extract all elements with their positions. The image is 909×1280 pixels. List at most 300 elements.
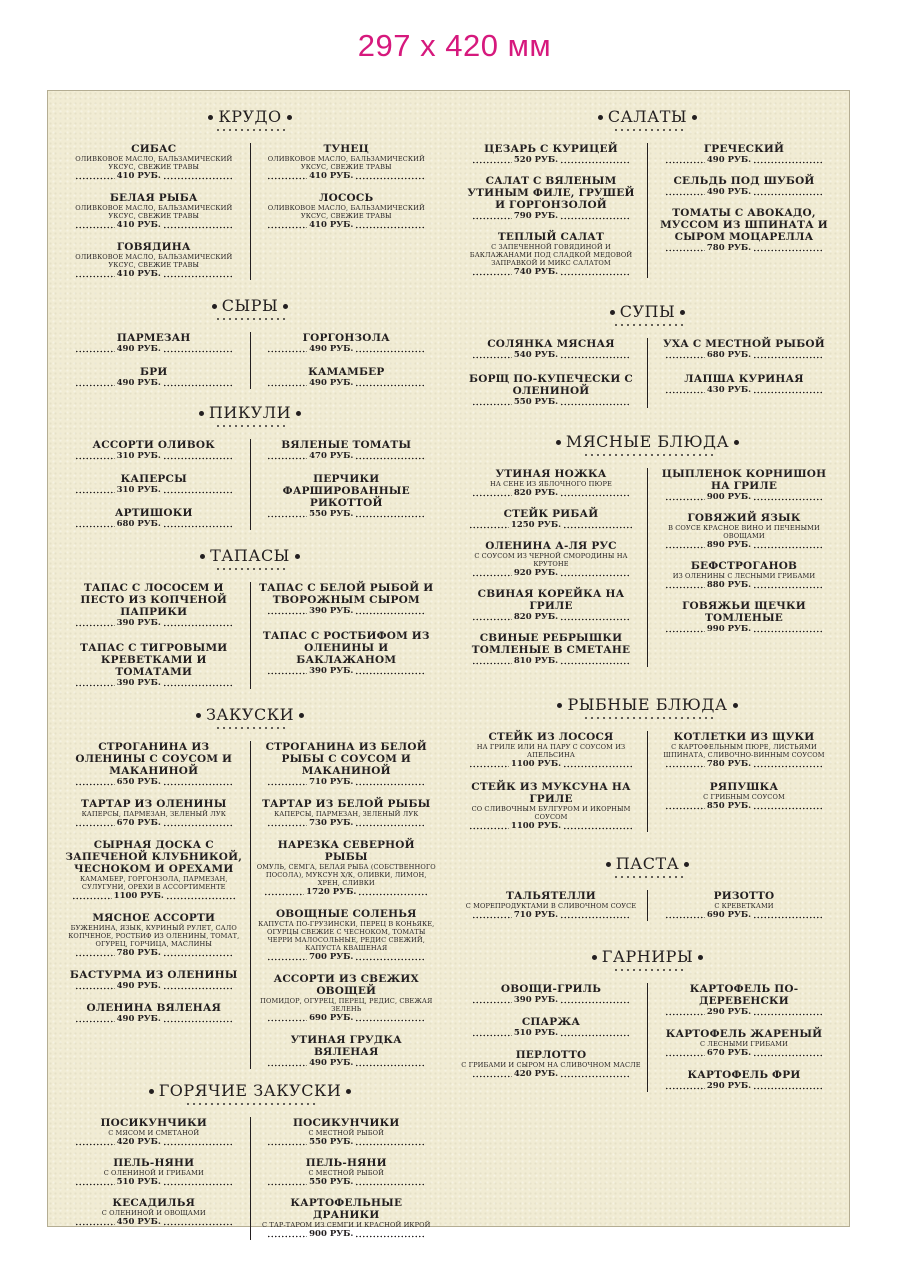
menu-item-price: 510 РУБ.	[513, 1028, 559, 1038]
menu-item-price-row	[461, 488, 641, 499]
menu-item-price: 690 РУБ.	[309, 1013, 354, 1023]
menu-item-price-row	[461, 211, 641, 222]
menu-item	[58, 912, 250, 959]
menu-item-price-row	[64, 269, 244, 280]
menu-item-price: 490 РУБ.	[116, 1014, 161, 1024]
menu-item-price: 820 РУБ.	[513, 488, 559, 498]
section-items	[58, 1117, 442, 1240]
menu-item-price: 450 РУБ.	[116, 1217, 161, 1227]
item-column	[251, 582, 443, 689]
menu-item-name: СОЛЯНКА МЯСНАЯ	[487, 338, 615, 350]
section-dots-ornament	[613, 968, 683, 972]
menu-item	[58, 839, 250, 902]
menu-item-price: 420 РУБ.	[513, 1069, 559, 1079]
menu-item-price: 290 РУБ.	[706, 1007, 752, 1017]
menu-item-description: ОЛИВКОВОЕ МАСЛО, БАЛЬЗАМИЧЕСКИЙ УКСУС, СВЕЖИЕ ТРАВЫ	[75, 204, 233, 220]
menu-item-description: С МЕСТНОЙ РЫБОЙ	[308, 1129, 385, 1137]
menu-item-name: ТАПАС С ТИГРОВЫМИ КРЕВЕТКАМИ И ТОМАТАМИ	[80, 642, 228, 678]
menu-item-name: ГРЕЧЕСКИЙ	[703, 143, 785, 155]
section-dots-ornament	[613, 128, 683, 132]
section-dots-ornament	[215, 424, 285, 428]
menu-item-price: 850 РУБ.	[706, 801, 752, 811]
menu-item	[251, 1197, 443, 1240]
menu-section	[58, 107, 442, 280]
menu-item-price: 550 РУБ.	[309, 509, 354, 519]
menu-item-name: СВИНАЯ КОРЕЙКА НА ГРИЛЕ	[477, 588, 625, 612]
menu-item-price-row	[64, 1014, 244, 1025]
menu-item-price: 1250 РУБ.	[510, 520, 562, 530]
menu-item-name: ЦЕЗАРЬ С КУРИЦЕЙ	[484, 143, 618, 155]
menu-item-price-row	[64, 344, 244, 355]
menu-item-price-row	[654, 187, 834, 198]
menu-item-price-row	[654, 624, 834, 635]
menu-item-name: КАПЕРСЫ	[120, 473, 187, 485]
section-items	[455, 338, 840, 408]
menu-item-price: 1100 РУБ.	[113, 891, 164, 901]
menu-item-name: ОВОЩНЫЕ СОЛЕНЬЯ	[275, 908, 417, 920]
menu-item-price: 1720 РУБ.	[306, 887, 357, 897]
section-title: ЗАКУСКИ	[196, 706, 304, 724]
menu-item-description: ИЗ ОЛЕНИНЫ С ЛЕСНЫМИ ГРИБАМИ	[672, 572, 816, 580]
menu-item	[455, 632, 647, 667]
section-items	[58, 582, 442, 689]
section-title: САЛАТЫ	[598, 108, 697, 126]
item-column	[58, 332, 250, 389]
menu-item	[455, 231, 647, 278]
menu-item	[251, 630, 443, 677]
menu-item-description: С ЗАПЕЧЕННОЙ ГОВЯДИНОЙ И БАКЛАЖАНАМИ ПОД СЛАДКОЙ МЕДОВОЙ ЗАПРАВКОЙ И МИКС САЛАТОМ	[469, 243, 633, 267]
menu-item-price-row	[654, 385, 834, 396]
section-dots-ornament	[613, 323, 683, 327]
menu-item-price: 310 РУБ.	[116, 451, 161, 461]
section-header	[455, 107, 840, 133]
menu-item-name: ТАЛЬЯТЕЛЛИ	[506, 890, 596, 902]
menu-item	[455, 731, 647, 770]
menu-item	[251, 332, 443, 355]
menu-item-price: 780 РУБ.	[706, 243, 752, 253]
menu-item	[648, 731, 840, 770]
menu-item-price-row	[461, 1028, 641, 1039]
menu-item-price: 670 РУБ.	[706, 1048, 752, 1058]
menu-item-name: ПОСИКУНЧИКИ	[292, 1117, 400, 1129]
menu-item-description: С СОУСОМ ИЗ ЧЕРНОЙ СМОРОДИНЫ НА КРУТОНЕ	[474, 552, 628, 568]
menu-item-description: КАПУСТА ПО-ГРУЗИНСКИ, ПЕРЕЦ В КОНЬЯКЕ, ОГУРЦЫ СВЕЖИЕ С ЧЕСНОКОМ, ТОМАТЫ ЧЕРРИ МАЛОСОЛЬНЫЕ, РЕДИС СВЕЖИЙ, КАПУСТА КВАШЕНАЯ	[258, 920, 435, 952]
menu-item-price: 490 РУБ.	[706, 155, 752, 165]
menu-item-price: 710 РУБ.	[309, 777, 354, 787]
menu-item-name: ТЕПЛЫЙ САЛАТ	[497, 231, 605, 243]
menu-item-name: ГОВЯДИНА	[116, 241, 191, 253]
menu-item	[455, 338, 647, 361]
section-header	[455, 302, 840, 328]
menu-item-name: ПЕРЧИКИ ФАРШИРОВАННЫЕ РИКОТТОЙ	[282, 473, 410, 509]
menu-item	[648, 983, 840, 1018]
menu-item	[648, 468, 840, 503]
menu-item	[251, 192, 443, 231]
menu-item-price: 490 РУБ.	[309, 344, 354, 354]
menu-item-price: 730 РУБ.	[309, 818, 354, 828]
menu-item-price-row	[654, 492, 834, 503]
menu-item-name: СИБАС	[131, 143, 177, 155]
section-header	[58, 296, 442, 322]
menu-item-name: УТИНАЯ ГРУДКА ВЯЛЕНАЯ	[290, 1034, 402, 1058]
menu-section	[455, 107, 840, 278]
menu-item-price-row	[64, 378, 244, 389]
menu-item-name: ТАПАС С ЛОСОСЕМ И ПЕСТО ИЗ КОПЧЕНОЙ ПАПРИКИ	[80, 582, 228, 618]
menu-item	[648, 600, 840, 635]
item-column	[58, 582, 250, 689]
menu-item-price: 990 РУБ.	[706, 624, 752, 634]
menu-item-price-row	[257, 344, 437, 355]
item-column	[455, 338, 647, 408]
menu-item-price-row	[257, 1137, 437, 1148]
menu-section	[455, 947, 840, 1092]
menu-item	[58, 366, 250, 389]
menu-item-name: ПЕЛЬ-НЯНИ	[113, 1157, 195, 1169]
section-dots-ornament	[215, 317, 285, 321]
section-items	[455, 731, 840, 832]
menu-item-price: 490 РУБ.	[309, 1058, 354, 1068]
menu-item-price-row	[64, 171, 244, 182]
menu-item-name: СПАРЖА	[521, 1016, 581, 1028]
menu-item-price-row	[461, 656, 641, 667]
menu-item	[251, 1117, 443, 1148]
menu-section	[58, 296, 442, 389]
menu-item-price-row	[64, 948, 244, 959]
menu-item-price: 820 РУБ.	[513, 612, 559, 622]
item-column	[455, 890, 647, 921]
menu-item-price-row	[654, 580, 834, 591]
menu-item-description: С ТАР-ТАРОМ ИЗ СЕМГИ И КРАСНОЙ ИКРОЙ	[261, 1221, 431, 1229]
menu-item-price: 540 РУБ.	[513, 350, 559, 360]
menu-item-price-row	[64, 220, 244, 231]
menu-section	[58, 1081, 442, 1240]
section-title: ПАСТА	[606, 855, 690, 873]
menu-item-description: ОЛИВКОВОЕ МАСЛО, БАЛЬЗАМИЧЕСКИЙ УКСУС, СВЕЖИЕ ТРАВЫ	[267, 204, 425, 220]
section-items	[58, 741, 442, 1069]
section-header	[455, 854, 840, 880]
menu-item	[58, 1002, 250, 1025]
menu-section	[58, 546, 442, 689]
menu-item	[648, 338, 840, 361]
menu-item-price-row	[257, 220, 437, 231]
section-items	[455, 468, 840, 667]
menu-item-name: РЯПУШКА	[709, 781, 779, 793]
menu-item	[251, 1034, 443, 1069]
menu-item-price-row	[257, 818, 437, 829]
menu-item-price: 490 РУБ.	[309, 378, 354, 388]
menu-item	[648, 890, 840, 921]
item-column	[58, 439, 250, 530]
menu-item-description: С ГРИБАМИ И СЫРОМ НА СЛИВОЧНОМ МАСЛЕ	[461, 1061, 641, 1069]
menu-item-price-row	[64, 777, 244, 788]
item-column	[648, 143, 840, 278]
menu-item	[648, 373, 840, 396]
menu-item-price: 410 РУБ.	[116, 220, 161, 230]
menu-item-description: ОЛИВКОВОЕ МАСЛО, БАЛЬЗАМИЧЕСКИЙ УКСУС, СВЕЖИЕ ТРАВЫ	[75, 253, 233, 269]
menu-item	[648, 781, 840, 812]
menu-item-description: КАМАМБЕР, ГОРГОНЗОЛА, ПАРМЕЗАН, СУЛУГУНИ, ОРЕХИ В АССОРТИМЕНТЕ	[79, 875, 228, 891]
item-column	[648, 890, 840, 921]
menu-item-name: ПЕЛЬ-НЯНИ	[305, 1157, 387, 1169]
menu-item-description: ОЛИВКОВОЕ МАСЛО, БАЛЬЗАМИЧЕСКИЙ УКСУС, СВЕЖИЕ ТРАВЫ	[267, 155, 425, 171]
menu-item	[455, 1049, 647, 1080]
menu-item-price-row	[64, 1177, 244, 1188]
menu-item-description: С КАРТОФЕЛЬНЫМ ПЮРЕ, ЛИСТЬЯМИ ШПИНАТА, СЛИВОЧНО-ВИННЫМ СОУСОМ	[663, 743, 825, 759]
menu-item-name: КАРТОФЕЛЬ ПО-ДЕРЕВЕНСКИ	[689, 983, 799, 1007]
menu-column-left	[58, 107, 442, 1240]
menu-item-name: СЕЛЬДЬ ПОД ШУБОЙ	[673, 175, 815, 187]
menu-item-price: 1100 РУБ.	[510, 821, 562, 831]
menu-item-name: АРТИШОКИ	[114, 507, 193, 519]
menu-item-price: 810 РУБ.	[513, 656, 559, 666]
item-column	[251, 332, 443, 389]
menu-item-name: СТРОГАНИНА ИЗ БЕЛОЙ РЫБЫ С СОУСОМ И МАКАНИНОЙ	[265, 741, 427, 777]
menu-item-description: С ОЛЕНИНОЙ И ОВОЩАМИ	[101, 1209, 206, 1217]
menu-item	[58, 798, 250, 829]
menu-item-price-row	[654, 350, 834, 361]
menu-item-price: 410 РУБ.	[116, 269, 161, 279]
menu-item	[58, 241, 250, 280]
item-column	[58, 143, 250, 280]
menu-item-price: 490 РУБ.	[706, 187, 752, 197]
menu-item-price-row	[654, 910, 834, 921]
menu-item-name: СВИНЫЕ РЕБРЫШКИ ТОМЛЕНЫЕ В СМЕТАНЕ	[471, 632, 631, 656]
menu-item-name: ТАПАС С РОСТБИФОМ ИЗ ОЛЕНИНЫ И БАКЛАЖАНОМ	[262, 630, 430, 666]
menu-item-description: С ГРИБНЫМ СОУСОМ	[703, 793, 785, 801]
menu-item-price: 550 РУБ.	[309, 1177, 354, 1187]
menu-item-price-row	[654, 155, 834, 166]
item-column	[455, 731, 647, 832]
menu-item-price-row	[461, 155, 641, 166]
menu-item-price: 390 РУБ.	[309, 666, 354, 676]
menu-item-name: ЛОСОСЬ	[319, 192, 374, 204]
menu-item-name: АССОРТИ ИЗ СВЕЖИХ ОВОЩЕЙ	[273, 973, 419, 997]
menu-item-price-row	[257, 509, 437, 520]
menu-item	[251, 143, 443, 182]
menu-item	[58, 1157, 250, 1188]
menu-item-price-row	[654, 801, 834, 812]
menu-item-price: 780 РУБ.	[116, 948, 161, 958]
menu-item-description: С МЯСОМ И СМЕТАНОЙ	[108, 1129, 200, 1137]
menu-item-price: 510 РУБ.	[116, 1177, 161, 1187]
menu-item	[58, 332, 250, 355]
menu-item	[58, 143, 250, 182]
item-column	[648, 338, 840, 408]
menu-item	[455, 373, 647, 408]
item-column	[455, 468, 647, 667]
menu-item-price-row	[64, 1217, 244, 1228]
menu-item-price-row	[461, 995, 641, 1006]
menu-item	[251, 908, 443, 963]
item-column	[251, 741, 443, 1069]
menu-item	[58, 642, 250, 689]
menu-item	[455, 468, 647, 499]
menu-item-name: СТЕЙК ИЗ МУКСУНА НА ГРИЛЕ	[471, 781, 631, 805]
menu-item-name: САЛАТ С ВЯЛЕНЫМ УТИНЫМ ФИЛЕ, ГРУШЕЙ И ГОРГОНЗОЛОЙ	[467, 175, 635, 211]
menu-item-price: 680 РУБ.	[706, 350, 752, 360]
section-title: РЫБНЫЕ БЛЮДА	[557, 696, 737, 714]
menu-item	[58, 1197, 250, 1228]
menu-item-price: 420 РУБ.	[116, 1137, 161, 1147]
menu-item-price-row	[64, 618, 244, 629]
menu-item	[251, 973, 443, 1024]
menu-item	[648, 1028, 840, 1059]
menu-item-description: С ЛЕСНЫМИ ГРИБАМИ	[700, 1040, 788, 1048]
menu-item-price-row	[257, 1177, 437, 1188]
menu-item	[648, 175, 840, 198]
section-items	[58, 439, 442, 530]
menu-section	[455, 695, 840, 832]
menu-item-price: 490 РУБ.	[116, 378, 161, 388]
menu-item-price: 650 РУБ.	[116, 777, 161, 787]
menu-item-description: ПОМИДОР, ОГУРЕЦ, ПЕРЕЦ, РЕДИС, СВЕЖАЯ ЗЕЛЕНЬ	[260, 997, 433, 1013]
menu-item-price: 490 РУБ.	[116, 344, 161, 354]
menu-item-price-row	[257, 777, 437, 788]
section-items	[455, 143, 840, 278]
menu-item	[251, 582, 443, 617]
menu-item-price: 390 РУБ.	[513, 995, 559, 1005]
section-title: ПИКУЛИ	[199, 404, 301, 422]
menu-item	[251, 741, 443, 788]
menu-item-price-row	[654, 540, 834, 551]
menu-item-description: В СОУСЕ КРАСНОЕ ВИНО И ПЕЧЕНЫМИ ОВОЩАМИ	[668, 524, 820, 540]
menu-item-price-row	[64, 485, 244, 496]
menu-item-price-row	[64, 818, 244, 829]
menu-item-price-row	[257, 606, 437, 617]
menu-item-price: 550 РУБ.	[513, 397, 559, 407]
menu-item-price-row	[257, 171, 437, 182]
menu-item-description: С ОЛЕНИНОЙ И ГРИБАМИ	[103, 1169, 204, 1177]
menu-item-description: БУЖЕНИНА, ЯЗЫК, КУРИНЫЙ РУЛЕТ, САЛО КОПЧЕНОЕ, РОСТБИФ ИЗ ОЛЕНИНЫ, ТОМАТ, ОГУРЕЦ, ГОРЧИЦА, МАСЛИНЫ	[68, 924, 240, 948]
menu-item-price: 290 РУБ.	[706, 1081, 752, 1091]
menu-item-description: ОМУЛЬ, СЕМГА, БЕЛАЯ РЫБА (СОБСТВЕННОГО ПОСОЛА), МУКСУН Х/К, ОЛИВКИ, ЛИМОН, ХРЕН, СЛИВКИ	[256, 863, 436, 887]
menu-item	[251, 473, 443, 520]
menu-item-price-row	[64, 1137, 244, 1148]
section-items	[455, 983, 840, 1092]
menu-item-description: НА СЕНЕ ИЗ ЯБЛОЧНОГО ПЮРЕ	[490, 480, 612, 488]
menu-item-price-row	[461, 1069, 641, 1080]
menu-item	[58, 741, 250, 788]
menu-item	[58, 439, 250, 462]
menu-item	[455, 983, 647, 1006]
section-items	[455, 890, 840, 921]
section-items	[58, 143, 442, 280]
menu-item-price-row	[461, 910, 641, 921]
menu-item-price-row	[64, 891, 244, 902]
menu-item	[58, 1117, 250, 1148]
menu-item-name: КАРТОФЕЛЬ ЖАРЕНЫЙ	[665, 1028, 823, 1040]
menu-item-name: ТАРТАР ИЗ ОЛЕНИНЫ	[80, 798, 227, 810]
section-header	[455, 432, 840, 458]
menu-item-price-row	[654, 1007, 834, 1018]
menu-item-price-row	[654, 1048, 834, 1059]
menu-item-price: 710 РУБ.	[513, 910, 559, 920]
section-items	[58, 332, 442, 389]
menu-item-name: БРИ	[140, 366, 168, 378]
menu-item-price-row	[257, 666, 437, 677]
section-header	[455, 695, 840, 721]
section-dots-ornament	[185, 1102, 315, 1106]
menu-item-description: С КРЕВЕТКАМИ	[714, 902, 774, 910]
menu-item-price: 410 РУБ.	[116, 171, 161, 181]
menu-item-name: КАРТОФЕЛЬ ФРИ	[687, 1069, 801, 1081]
menu-item	[648, 1069, 840, 1092]
menu-item-name: АССОРТИ ОЛИВОК	[92, 439, 215, 451]
menu-item-name: ПЕРЛОТТО	[515, 1049, 587, 1061]
menu-item-price-row	[461, 759, 641, 770]
menu-item-price-row	[64, 451, 244, 462]
menu-item-description: СО СЛИВОЧНЫМ БУЛГУРОМ И ИКОРНЫМ СОУСОМ	[471, 805, 631, 821]
item-column	[648, 731, 840, 832]
menu-item-price: 920 РУБ.	[513, 568, 559, 578]
menu-item-price-row	[654, 1081, 834, 1092]
menu-item	[58, 192, 250, 231]
menu-item-price: 690 РУБ.	[706, 910, 752, 920]
menu-item	[648, 143, 840, 166]
menu-section	[58, 403, 442, 530]
menu-item-name: БАСТУРМА ИЗ ОЛЕНИНЫ	[69, 969, 238, 981]
menu-item	[58, 582, 250, 629]
menu-item-name: ПАРМЕЗАН	[116, 332, 191, 344]
menu-item-price-row	[64, 678, 244, 689]
menu-item	[58, 969, 250, 992]
menu-item-price: 390 РУБ.	[309, 606, 354, 616]
section-title: ГОРЯЧИЕ ЗАКУСКИ	[149, 1082, 352, 1100]
menu-item-price: 890 РУБ.	[706, 540, 752, 550]
section-header	[58, 705, 442, 731]
menu-item	[455, 508, 647, 531]
section-header	[58, 1081, 442, 1107]
menu-item-description: С МОРЕПРОДУКТАМИ В СЛИВОЧНОМ СОУСЕ	[465, 902, 637, 910]
menu-item-name: ТАПАС С БЕЛОЙ РЫБОЙ И ТВОРОЖНЫМ СЫРОМ	[259, 582, 434, 606]
menu-item-description: С МЕСТНОЙ РЫБОЙ	[308, 1169, 385, 1177]
menu-item-price-row	[461, 350, 641, 361]
menu-item-description: НА ГРИЛЕ ИЛИ НА ПАРУ С СОУСОМ ИЗ АПЕЛЬСИНА	[476, 743, 626, 759]
menu-item-name: СТЕЙК ИЗ ЛОСОСЯ	[488, 731, 614, 743]
menu-item-name: УТИНАЯ НОЖКА	[495, 468, 607, 480]
menu-item-name: КАМАМБЕР	[308, 366, 385, 378]
menu-item-name: ГОВЯЖЬИ ЩЕЧКИ ТОМЛЕНЫЕ	[682, 600, 806, 624]
menu-item	[455, 540, 647, 579]
menu-item-name: ВЯЛЕНЫЕ ТОМАТЫ	[281, 439, 412, 451]
menu-item-name: НАРЕЗКА СЕВЕРНОЙ РЫБЫ	[277, 839, 415, 863]
menu-item-name: ТАРТАР ИЗ БЕЛОЙ РЫБЫ	[262, 798, 431, 810]
menu-item-price-row	[461, 520, 641, 531]
section-title: СУПЫ	[610, 303, 686, 321]
menu-item-price-row	[654, 243, 834, 254]
menu-item-price-row	[461, 397, 641, 408]
section-title: СЫРЫ	[212, 297, 289, 315]
menu-item-price: 410 РУБ.	[309, 220, 354, 230]
menu-item	[455, 588, 647, 623]
menu-item-price: 470 РУБ.	[309, 451, 354, 461]
menu-item-name: ОЛЕНИНА А-ЛЯ РУС	[485, 540, 617, 552]
menu-item-price-row	[257, 451, 437, 462]
menu-sheet	[47, 90, 850, 1239]
item-column	[58, 741, 250, 1069]
menu-item-description: КАПЕРСЫ, ПАРМЕЗАН, ЗЕЛЕНЫЙ ЛУК	[274, 810, 419, 818]
menu-item-price-row	[461, 612, 641, 623]
menu-item	[455, 890, 647, 921]
section-header	[455, 947, 840, 973]
menu-item-name: ТУНЕЦ	[323, 143, 369, 155]
menu-item	[455, 1016, 647, 1039]
menu-item-price-row	[654, 759, 834, 770]
menu-item-price: 550 РУБ.	[309, 1137, 354, 1147]
menu-item-name: БЕЛАЯ РЫБА	[109, 192, 198, 204]
menu-item-name: ЛАПША КУРИНАЯ	[684, 373, 804, 385]
menu-item-price: 1100 РУБ.	[510, 759, 562, 769]
